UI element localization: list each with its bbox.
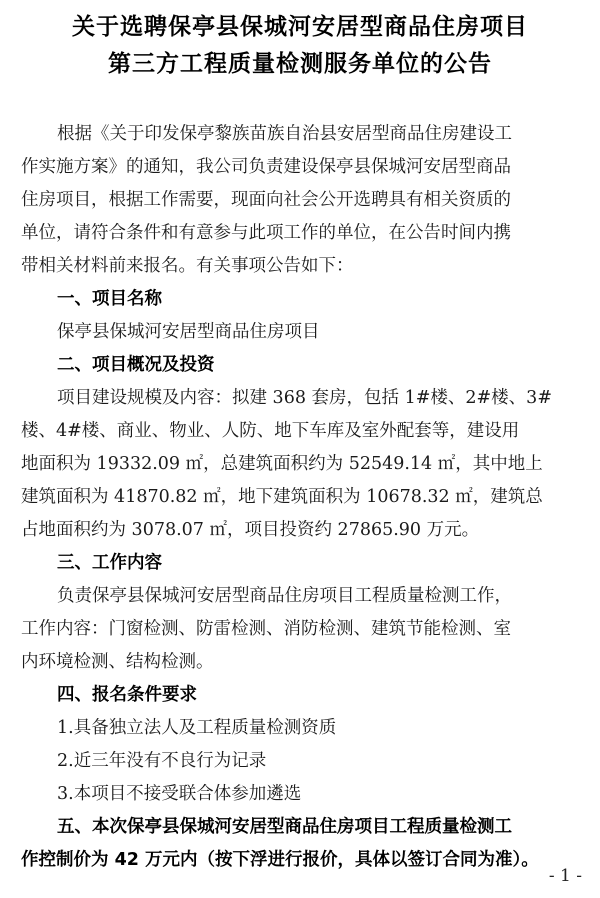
section-3-line-1: 负责保亭县保城河安居型商品住房项目工程质量检测工作， — [57, 586, 512, 606]
section-1-body: 保亭县保城河安居型商品住房项目 — [57, 322, 320, 342]
section-3-heading: 三、工作内容 — [57, 553, 162, 573]
section-4-heading: 四、报名条件要求 — [57, 685, 197, 705]
section-4-item-3: 3.本项目不接受联合体参加遴选 — [57, 784, 302, 804]
section-2-heading: 二、项目概况及投资 — [57, 355, 215, 375]
intro-line-4: 单位，请符合条件和有意参与此项工作的单位，在公告时间内携 — [21, 223, 511, 243]
section-1-heading: 一、项目名称 — [57, 289, 162, 309]
section-5-line-1: 五、本次保亭县保城河安居型商品住房项目工程质量检测工 — [57, 817, 512, 837]
section-4-item-2: 2.近三年没有不良行为记录 — [57, 751, 267, 771]
intro-line-5: 带相关材料前来报名。有关事项公告如下： — [21, 256, 354, 276]
document-title-line-1: 关于选聘保亭县保城河安居型商品住房项目 — [72, 14, 528, 40]
intro-line-3: 住房项目，根据工作需要，现面向社会公开选聘具有相关资质的 — [21, 190, 511, 210]
section-5-line-2: 作控制价为 42 万元内（按下浮进行报价，具体以签订合同为准）。 — [21, 850, 539, 870]
section-3-line-3: 内环境检测、结构检测。 — [21, 652, 214, 672]
intro-line-2: 作实施方案》的通知，我公司负责建设保亭县保城河安居型商品 — [21, 157, 511, 177]
page-number: - 1 - — [548, 866, 582, 886]
section-2-line-3: 地面积为 19332.09 ㎡，总建筑面积约为 52549.14 ㎡，其中地上 — [21, 454, 543, 474]
document-title-line-2: 第三方工程质量检测服务单位的公告 — [108, 51, 492, 77]
section-3-line-2: 工作内容：门窗检测、防雷检测、消防检测、建筑节能检测、室 — [21, 619, 511, 639]
section-2-line-1: 项目建设规模及内容：拟建 368 套房，包括 1#楼、2#楼、3# — [57, 388, 552, 408]
section-2-line-2: 楼、4#楼、商业、物业、人防、地下车库及室外配套等，建设用 — [21, 421, 520, 441]
section-4-item-1: 1.具备独立法人及工程质量检测资质 — [57, 718, 337, 738]
section-2-line-4: 建筑面积为 41870.82 ㎡，地下建筑面积为 10678.32 ㎡，建筑总 — [21, 487, 543, 507]
intro-line-1: 根据《关于印发保亭黎族苗族自治县安居型商品住房建设工 — [57, 124, 512, 144]
section-2-line-5: 占地面积约为 3078.07 ㎡，项目投资约 27865.90 万元。 — [21, 520, 480, 540]
